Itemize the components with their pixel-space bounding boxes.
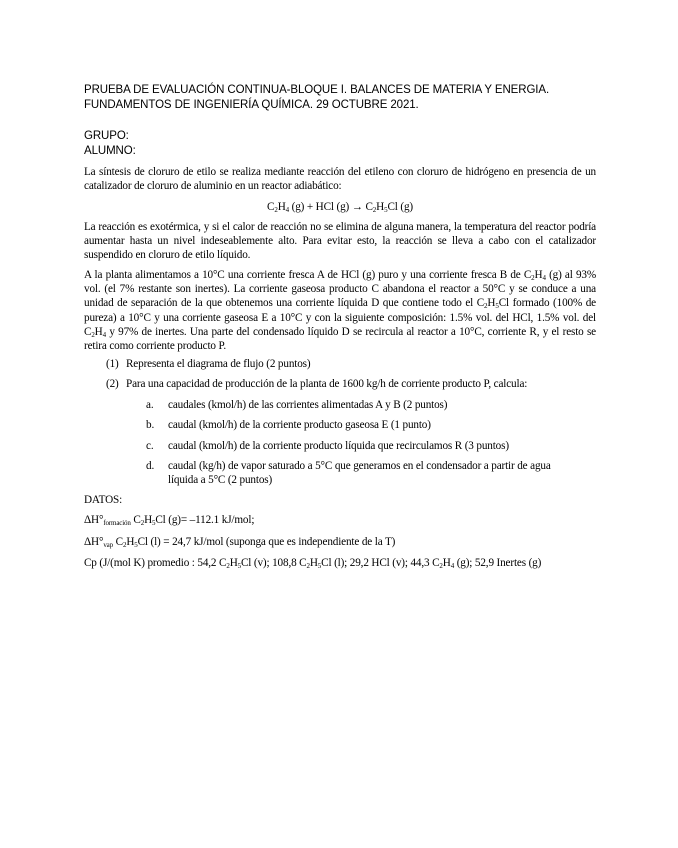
subscript: vap: [103, 541, 113, 549]
subscript: 4: [102, 330, 106, 339]
intro-paragraph: La síntesis de cloruro de etilo se realiza mediante reacción del etileno con cloruro de hidrógeno en presencia de un catalizador de cloruro de aluminio en un reactor adiabático:: [84, 166, 596, 193]
question-item: [106, 377, 596, 391]
text-run: H: [309, 557, 318, 569]
eq-sub: 2: [372, 206, 377, 214]
subscript: 2: [226, 562, 230, 570]
subscript: 2: [91, 330, 95, 339]
reaction-equation: [84, 200, 596, 214]
subquestion-letter: d.: [146, 460, 155, 472]
reaction-description-paragraph: La reacción es exotérmica, y si el calor de reacción no se elimina de alguna manera, la temperatura del reactor podría aumentar hasta un nivel indeseablemente alto. Para evitar esto, la reacción se lleva a cabo con el catalizador suspendido en cloruro de etilo líquido.: [84, 221, 596, 262]
text-run: H: [94, 325, 103, 338]
text-run: y 97% de inertes. Una parte del condensado líquido D se recircula al reactor a 10°C, corriente R, y el resto se retira como corriente producto P.: [84, 325, 596, 353]
text-run: C: [130, 514, 141, 526]
subscript: 2: [484, 302, 488, 311]
question-text: Para una capacidad de producción de la planta de 1600 kg/h de corriente producto P, calcula:: [126, 378, 528, 390]
text-run: H: [229, 557, 238, 569]
text-run: H: [534, 269, 543, 281]
text-run: (g); 52,9 Inertes (g): [454, 557, 542, 569]
question-number: (1): [106, 358, 119, 370]
text-run: Cl (l) = 24,7 kJ/mol (suponga que es independiente de la T): [137, 536, 396, 548]
text-run: H: [442, 557, 451, 569]
subquestion-item: [146, 418, 596, 432]
text-run: H: [144, 514, 152, 526]
subquestion-item: [146, 459, 596, 473]
text-run: C: [112, 536, 123, 548]
subquestion-text: caudal (kmol/h) de la corriente producto líquida que recirculamos R (3 puntos): [168, 440, 509, 452]
enthalpy-vaporization-line: [84, 535, 395, 549]
text-run: H: [487, 297, 496, 310]
subscript: 5: [134, 541, 138, 549]
subquestion-text: caudal (kg/h) de vapor saturado a 5°C que generamos en el condensador a partir de agua: [168, 460, 551, 472]
text-run: Cl formado (100% de pureza) a 10°C y una corriente gaseosa E a 10°C y con la siguiente composición: 1.5% vol. del HCl, 1.5% vol. del C: [84, 297, 597, 338]
subscript: 5: [237, 562, 241, 570]
enthalpy-formation-line: [84, 513, 254, 527]
text-run: Cl (l); 29,2 HCl (v); 44,3 C: [321, 557, 440, 569]
subscript: 2: [439, 562, 443, 570]
eq-c: C: [267, 201, 275, 213]
question-number: (2): [106, 378, 119, 390]
subquestion-letter: b.: [146, 419, 155, 431]
eq-c: C: [362, 201, 373, 213]
heat-capacity-line: [84, 556, 541, 570]
header-title-line2: FUNDAMENTOS DE INGENIERÍA QUÍMICA. 29 OCTUBRE 2021.: [84, 99, 419, 111]
datos-label: DATOS:: [84, 494, 123, 506]
header-title-line1: PRUEBA DE EVALUACIÓN CONTINUA-BLOQUE I. BALANCES DE MATERIA Y ENERGIA.: [84, 84, 550, 96]
text-run: A la planta alimentamos a 10°C una corriente fresca A de HCl (g) puro y una corriente fresca B de C: [84, 269, 532, 281]
eq-sub: 2: [274, 206, 278, 214]
eq-reactants: (g) + HCl (g): [288, 201, 352, 213]
subquestion-item: [146, 439, 596, 453]
grupo-label: GRUPO:: [84, 130, 129, 142]
eq-sub: 4: [285, 206, 289, 214]
eq-h: H: [277, 201, 286, 213]
text-run: Cp (J/(mol K) promedio : 54,2 C: [84, 557, 227, 569]
text-run: Cl (g)= –112.1 kJ/mol;: [155, 514, 255, 526]
subscript: 4: [450, 562, 455, 570]
subscript: formación: [103, 519, 131, 527]
subquestion-item: [146, 398, 596, 412]
subquestion-text: caudales (kmol/h) de las corrientes alimentadas A y B (2 puntos): [168, 399, 448, 411]
subscript: 5: [495, 302, 499, 311]
alumno-label: ALUMNO:: [84, 145, 136, 157]
subscript: 5: [317, 562, 322, 570]
subquestion-letter: a.: [146, 399, 154, 411]
text-run: H: [126, 536, 135, 548]
eq-product: Cl (g): [387, 201, 413, 213]
subscript: 2: [140, 519, 145, 527]
question-item: [106, 357, 596, 371]
arrow-icon: →: [351, 201, 363, 213]
subscript: 2: [531, 274, 535, 282]
delta-h-symbol: ΔH°: [84, 514, 104, 526]
eq-sub: 5: [384, 206, 388, 214]
eq-h: H: [376, 201, 385, 213]
question-text: Representa el diagrama de flujo (2 puntos): [126, 358, 311, 370]
text-run: Cl (v); 108,8 C: [241, 557, 307, 569]
subquestion-letter: c.: [146, 440, 154, 452]
subscript: 2: [306, 562, 310, 570]
subquestion-text-continued: líquida a 5°C (2 puntos): [168, 474, 273, 486]
plant-description-paragraph: [84, 268, 596, 353]
subscript: 2: [122, 541, 127, 549]
delta-h-symbol: ΔH°: [84, 536, 104, 548]
subscript: 5: [152, 519, 156, 527]
text-run: (g) al 93% vol. (el 7% restante son inertes). La corriente gaseosa producto C abandona el reactor a 50°C y se conduce a una unidad de separación de la que obtenemos una corriente líquida D que contiene todo el C: [84, 269, 597, 310]
subscript: 4: [542, 274, 546, 282]
subquestion-text: caudal (kmol/h) de la corriente producto gaseosa E (1 punto): [168, 419, 431, 431]
